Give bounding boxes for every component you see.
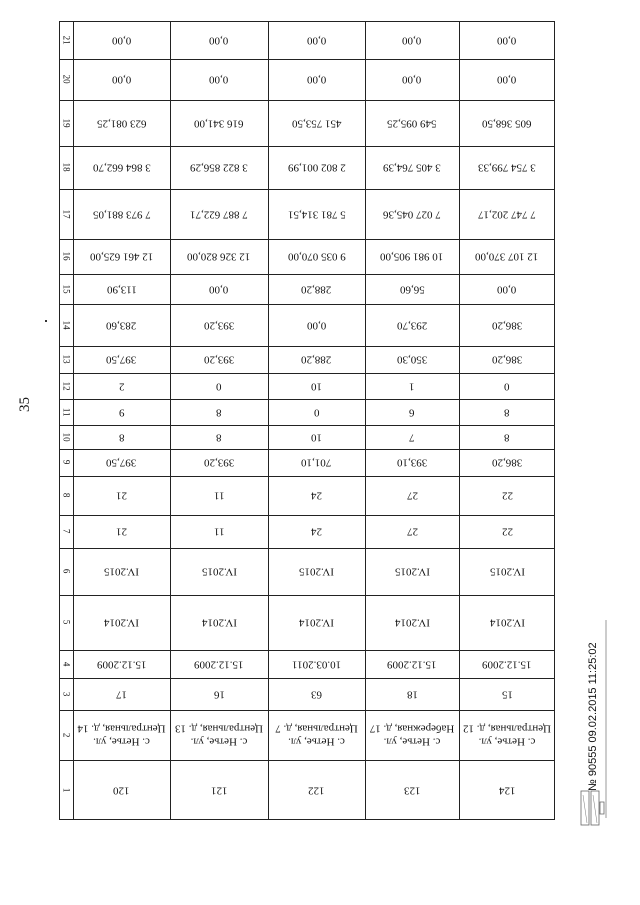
- table-cell: 701,10: [301, 456, 332, 469]
- table-cell: 9 035 070,00: [287, 250, 346, 263]
- table-cell: IV.2014: [394, 616, 430, 629]
- table-cell: 7 887 622,71: [190, 208, 248, 221]
- table-cell: 8: [504, 431, 510, 444]
- table-cell: 24: [311, 489, 322, 502]
- table-cell: IV.2015: [394, 565, 430, 578]
- table-cell: 0,00: [306, 34, 327, 47]
- table-cell: с. Нетье, ул. Набережная, д. 17: [369, 723, 455, 748]
- table-cell: с. Нетье, ул. Центральная, д. 13: [174, 723, 264, 748]
- scan-dot: [45, 320, 47, 322]
- table-cell: 2 802 001,99: [287, 161, 346, 174]
- table-cell: 15: [501, 688, 513, 701]
- table-cell: 0,00: [497, 73, 517, 86]
- table-cell: 15.12.2009: [482, 658, 532, 671]
- table-cell: 393,20: [203, 456, 235, 469]
- table-cell: 0,00: [402, 34, 422, 47]
- table-cell: 3 822 856,29: [190, 161, 248, 174]
- table-cell: 21: [116, 489, 127, 502]
- column-number: 19: [61, 118, 72, 128]
- table-cell: 0: [313, 406, 320, 419]
- column-number: 17: [61, 209, 72, 219]
- table-cell: 283,60: [106, 319, 137, 332]
- table-cell: 0: [504, 380, 510, 393]
- table-cell: 0,00: [209, 283, 229, 296]
- table-cell: 386,20: [491, 319, 523, 332]
- table-cell: 10: [311, 380, 322, 393]
- table-cell: 623 081,25: [96, 117, 147, 130]
- table-cell: 0,00: [209, 73, 229, 86]
- table-cell: 56,60: [399, 283, 425, 296]
- table-cell: 10 981 905,00: [380, 250, 444, 263]
- table-cell: 120: [113, 784, 130, 797]
- table-cell: IV.2014: [201, 616, 237, 629]
- table-cell: 17: [116, 688, 127, 701]
- table-cell: 393,20: [203, 353, 235, 366]
- seal-logo: [579, 787, 605, 829]
- table-cell: 11: [213, 525, 225, 538]
- table-cell: 386,20: [491, 456, 523, 469]
- table-cell: 124: [498, 784, 516, 797]
- table-cell: 16: [213, 688, 225, 701]
- table-cell: 0,00: [497, 283, 517, 296]
- column-number: 16: [61, 252, 72, 261]
- column-number: 11: [61, 407, 72, 417]
- table-cell: 123: [403, 784, 421, 797]
- column-number: 6: [61, 569, 72, 574]
- table-cell: 113,90: [106, 283, 137, 296]
- data-table: [59, 21, 555, 820]
- table-cell: 8: [118, 431, 125, 444]
- column-number: 21: [61, 35, 72, 45]
- column-number: 4: [61, 661, 72, 667]
- table-cell: 393,10: [396, 456, 428, 469]
- table-cell: 0: [216, 380, 222, 393]
- table-cell: IV.2015: [104, 565, 139, 578]
- column-number: 13: [61, 355, 72, 364]
- table-cell: 1: [409, 380, 415, 393]
- table-cell: 121: [210, 784, 228, 797]
- table-cell: 350,30: [396, 353, 428, 366]
- table-cell: 12 326 820,00: [187, 250, 251, 263]
- table-cell: 8: [504, 406, 510, 419]
- table-cell: 386,20: [491, 353, 523, 366]
- table-cell: 293,70: [396, 319, 428, 332]
- table-cell: с. Нетье, ул. Центральная, д. 7: [275, 723, 358, 748]
- column-number: 3: [61, 691, 72, 697]
- table-cell: с. Нетье, ул. Центральная, д. 14: [77, 723, 166, 748]
- column-number: 2: [61, 732, 72, 738]
- table-cell: 9: [118, 406, 125, 419]
- table-cell: 0,00: [306, 319, 327, 332]
- column-number: 8: [61, 493, 72, 498]
- table-cell: 10.03.2011: [291, 658, 342, 671]
- table-cell: 22: [501, 489, 513, 502]
- column-number: 12: [61, 381, 72, 391]
- table-cell: 3 754 799,33: [478, 161, 536, 174]
- page-number: 35: [17, 397, 33, 412]
- column-number: 18: [61, 163, 72, 172]
- table-cell: 8: [216, 431, 222, 444]
- table-cell: 122: [308, 784, 325, 797]
- table-cell: 7 973 881,05: [92, 208, 151, 221]
- table-cell: IV.2015: [489, 565, 525, 578]
- table-cell: 5 781 314,51: [287, 208, 346, 221]
- table-cell: 11: [213, 489, 225, 502]
- table-cell: IV.2014: [299, 616, 334, 629]
- table-cell: 7: [409, 431, 415, 444]
- table-cell: 0,00: [209, 34, 229, 47]
- column-number: 1: [61, 787, 72, 793]
- table-cell: IV.2014: [489, 616, 525, 629]
- table-cell: 24: [311, 525, 322, 538]
- table-cell: 12 461 625,00: [89, 250, 154, 263]
- table-cell: 22: [501, 525, 513, 538]
- table-cell: 393,20: [203, 319, 235, 332]
- table-cell: 7 027 045,36: [383, 208, 441, 221]
- table-cell: 63: [311, 688, 322, 701]
- column-number: 5: [61, 620, 72, 625]
- table-cell: IV.2015: [299, 565, 334, 578]
- table-cell: 3 864 662,70: [92, 161, 151, 174]
- column-number: 20: [61, 75, 72, 84]
- table-cell: 605 368,50: [482, 117, 532, 130]
- table-cell: 15.12.2009: [194, 658, 244, 671]
- table-cell: 288,20: [301, 283, 332, 296]
- table-cell: 549 095,25: [387, 117, 437, 130]
- table-cell: 21: [116, 525, 127, 538]
- table-cell: 0,00: [306, 73, 327, 86]
- table-cell: 288,20: [301, 353, 332, 366]
- table-cell: с. Нетье, ул. Центральная, д. 12: [462, 723, 552, 748]
- table-cell: 10: [311, 431, 322, 444]
- table-cell: 3 405 764,39: [383, 161, 441, 174]
- table-cell: 6: [409, 406, 415, 419]
- table-cell: 18: [406, 688, 418, 701]
- table-cell: IV.2014: [104, 616, 139, 629]
- table-cell: 15.12.2009: [387, 658, 437, 671]
- table-cell: 12 107 370,00: [475, 250, 539, 263]
- table-cell: 27: [406, 489, 418, 502]
- column-number: 7: [61, 529, 72, 534]
- table-cell: 0,00: [111, 34, 132, 47]
- table-cell: 0,00: [497, 34, 517, 47]
- table-cell: 27: [406, 525, 418, 538]
- column-number: 10: [61, 432, 72, 442]
- column-number: 15: [61, 284, 72, 294]
- table-cell: 397,50: [106, 456, 137, 469]
- table-cell: 0,00: [111, 73, 132, 86]
- column-number: 9: [61, 460, 72, 465]
- table-cell: 7 747 202,17: [478, 208, 536, 221]
- registration-stamp: № 90555 09.02.2015 11:25:02: [587, 642, 599, 791]
- table-cell: 397,50: [106, 353, 137, 366]
- table-cell: 0,00: [402, 73, 422, 86]
- table-cell: 451 753,50: [291, 117, 342, 130]
- table-cell: 15.12.2009: [96, 658, 147, 671]
- column-number: 14: [61, 320, 72, 330]
- table-cell: 2: [118, 380, 125, 393]
- table-cell: 616 341,00: [194, 117, 244, 130]
- table-cell: IV.2015: [201, 565, 237, 578]
- table-cell: 8: [216, 406, 222, 419]
